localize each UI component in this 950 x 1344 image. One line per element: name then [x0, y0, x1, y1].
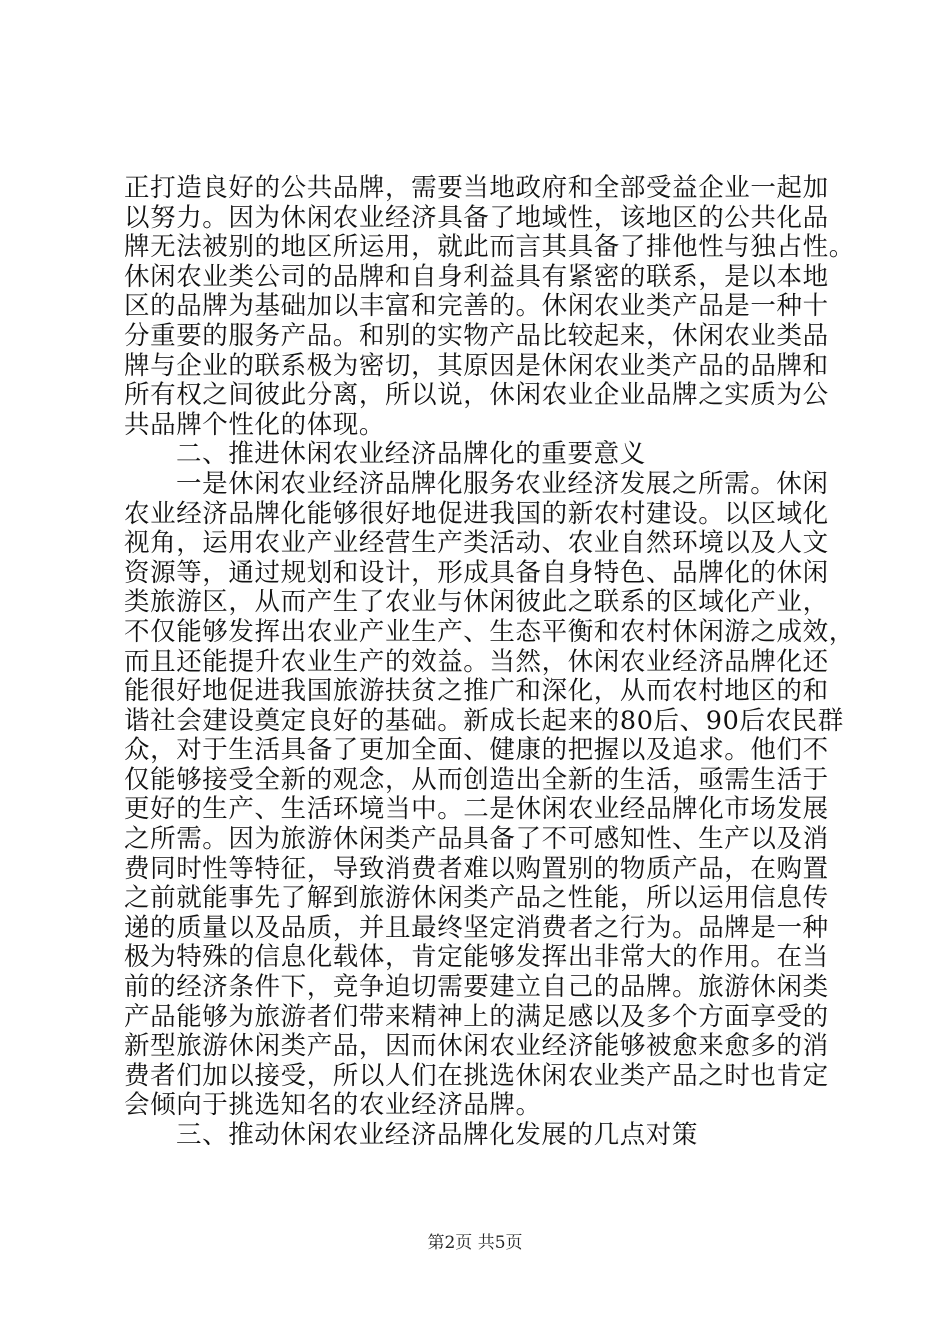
- paragraph-line: 仅能够接受全新的观念，从而创造出全新的生活，亟需生活于: [124, 764, 829, 795]
- paragraph-line: 所有权之间彼此分离，所以说，休闲农业企业品牌之实质为公: [124, 380, 829, 411]
- paragraph-line: 费者们加以接受，所以人们在挑选休闲农业类产品之时也肯定: [124, 1060, 829, 1091]
- section-heading-2: 二、推进休闲农业经济品牌化的重要意义: [176, 439, 646, 470]
- paragraph-line: 农业经济品牌化能够很好地促进我国的新农村建设。以区域化: [124, 498, 829, 529]
- paragraph-line: 更好的生产、生活环境当中。二是休闲农业经品牌化市场发展: [124, 794, 829, 825]
- paragraph-line: 之所需。因为旅游休闲类产品具备了不可感知性、生产以及消: [124, 824, 829, 855]
- paragraph-line: 正打造良好的公共品牌，需要当地政府和全部受益企业一起加: [124, 173, 829, 203]
- paragraph-line: 会倾向于挑选知名的农业经济品牌。: [124, 1090, 542, 1121]
- paragraph-line: 共品牌个性化的体现。: [124, 409, 386, 440]
- paragraph-line: 递的质量以及品质，并且最终坚定消费者之行为。品牌是一种: [124, 912, 829, 943]
- paragraph-line: 众，对于生活具备了更加全面、健康的把握以及追求。他们不: [124, 735, 829, 766]
- paragraph-line: 能很好地促进我国旅游扶贫之推广和深化，从而农村地区的和: [124, 676, 829, 707]
- paragraph-line: 而且还能提升农业生产的效益。当然，休闲农业经济品牌化还: [124, 646, 829, 677]
- paragraph-line: 牌无法被别的地区所运用，就此而言其具备了排他性与独占性。: [124, 232, 855, 263]
- paragraph-line: 视角，运用农业产业经营生产类活动、农业自然环境以及人文: [124, 528, 829, 559]
- paragraph-line: 休闲农业类公司的品牌和自身利益具有紧密的联系，是以本地: [124, 261, 829, 292]
- paragraph-line: 类旅游区，从而产生了农业与休闲彼此之联系的区域化产业，: [124, 587, 829, 618]
- document-body: [124, 173, 855, 1151]
- paragraph-line: 谐社会建设奠定良好的基础。新成长起来的80后、90后农民群: [124, 705, 844, 736]
- paragraph-line: 以努力。因为休闲农业经济具备了地域性，该地区的公共化品: [124, 202, 829, 233]
- paragraph-line: 之前就能事先了解到旅游休闲类产品之性能，所以运用信息传: [124, 883, 829, 914]
- paragraph-line: 不仅能够发挥出农业产业生产、生态平衡和农村休闲游之成效，: [124, 616, 855, 647]
- paragraph-line: 新型旅游休闲类产品，因而休闲农业经济能够被愈来愈多的消: [124, 1031, 829, 1062]
- paragraph-line: 资源等，通过规划和设计，形成具备自身特色、品牌化的休闲: [124, 557, 829, 588]
- page-number-footer: 第2页 共5页: [427, 1233, 523, 1253]
- paragraph-line: 产品能够为旅游者们带来精神上的满足感以及多个方面享受的: [124, 1001, 829, 1032]
- paragraph-line: 前的经济条件下，竞争迫切需要建立自己的品牌。旅游休闲类: [124, 972, 829, 1003]
- paragraph-line: 牌与企业的联系极为密切，其原因是休闲农业类产品的品牌和: [124, 350, 829, 381]
- paragraph-line: 分重要的服务产品。和别的实物产品比较起来，休闲农业类品: [124, 320, 829, 351]
- paragraph-line: 一是休闲农业经济品牌化服务农业经济发展之所需。休闲: [176, 468, 829, 499]
- paragraph-line: 极为特殊的信息化载体，肯定能够发挥出非常大的作用。在当: [124, 942, 829, 973]
- paragraph-line: 费同时性等特征，导致消费者难以购置别的物质产品，在购置: [124, 853, 829, 884]
- section-heading-3: 三、推动休闲农业经济品牌化发展的几点对策: [176, 1120, 699, 1150]
- paragraph-line: 区的品牌为基础加以丰富和完善的。休闲农业类产品是一种十: [124, 291, 829, 322]
